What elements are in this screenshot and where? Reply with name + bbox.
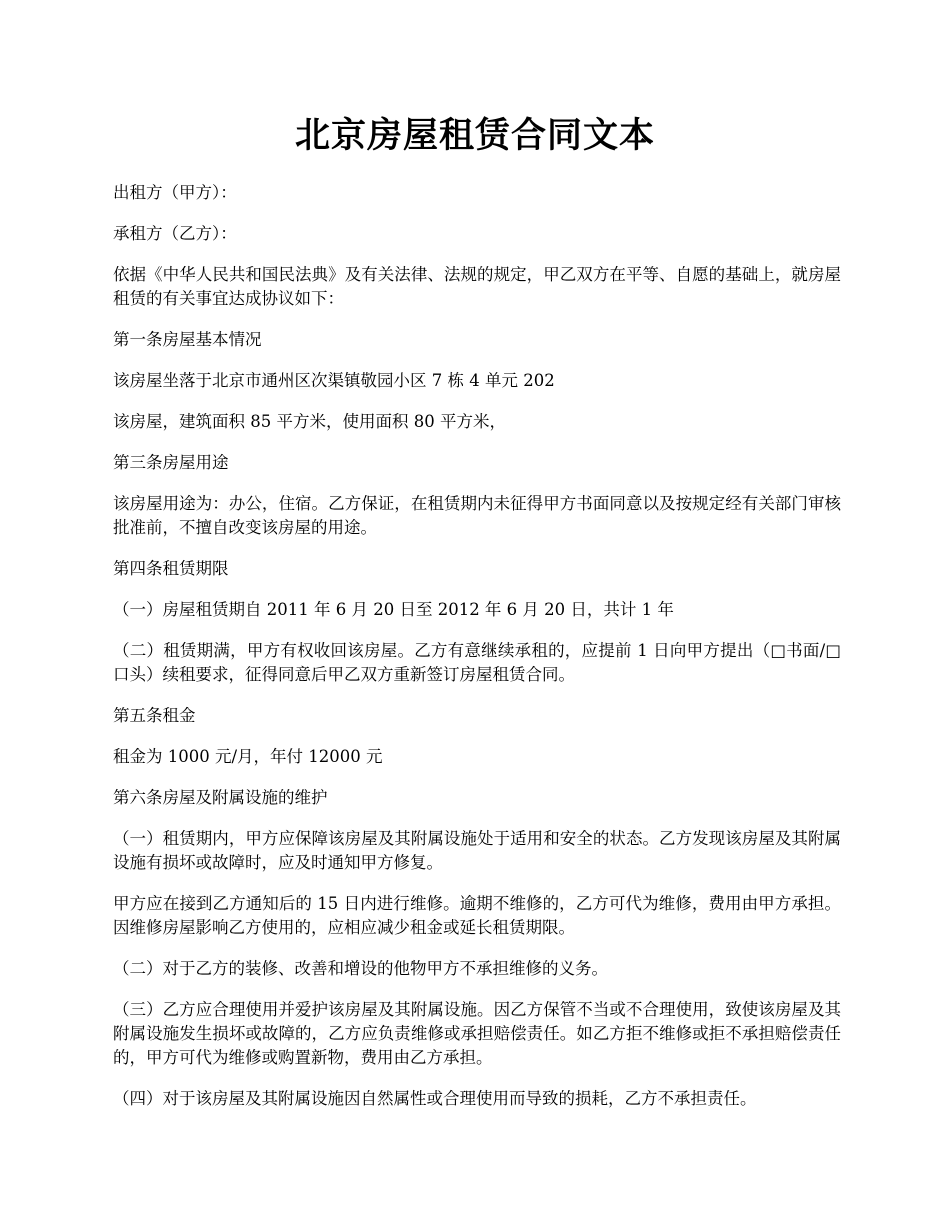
rent-paragraph: 租金为 1000 元/月，年付 12000 元 [113, 747, 383, 766]
article-4-heading: 第四条租赁期限 [113, 559, 229, 578]
article-3-heading: 第三条房屋用途 [113, 453, 229, 472]
document-title: 北京房屋租赁合同文本 [294, 115, 655, 156]
lease-term-clause-1: （一）房屋租赁期自 2011 年 6 月 20 日至 2012 年 6 月 20 日，共计 1 年 [113, 600, 674, 619]
lessor-line: 出租方（甲方）： [113, 183, 237, 202]
article-5-heading: 第五条租金 [113, 706, 196, 725]
maintenance-clause-2: （二）对于乙方的装修、改善和增设的他物甲方不承担维修的义务。 [113, 959, 608, 978]
maintenance-clause-1: （一）租赁期内，甲方应保障该房屋及其附属设施处于适用和安全的状态。乙方发现该房屋及其附属设施有损坏或故障时，应及时通知甲方修复。 [113, 829, 841, 872]
lease-term-clause-2: （二）租赁期满，甲方有权收回该房屋。乙方有意继续承租的，应提前 1 日向甲方提出（□书面/□口头）续租要求，征得同意后甲乙双方重新签订房屋租赁合同。 [113, 641, 841, 684]
article-1-heading: 第一条房屋基本情况 [113, 330, 262, 349]
maintenance-clause-3: （三）乙方应合理使用并爱护该房屋及其附属设施。因乙方保管不当或不合理使用，致使该房屋及其附属设施发生损坏或故障的，乙方应负责维修或承担赔偿责任。如乙方拒不维修或拒不承担赔偿责任的，甲方可代为维修或购置新物，费用由乙方承担。 [113, 1000, 841, 1067]
property-use-paragraph: 该房屋用途为：办公，住宿。乙方保证，在租赁期内未征得甲方书面同意以及按规定经有关部门审核批准前，不擅自改变该房屋的用途。 [113, 494, 841, 537]
article-6-heading: 第六条房屋及附属设施的维护 [113, 788, 328, 807]
preamble-paragraph: 依据《中华人民共和国民法典》及有关法律、法规的规定，甲乙双方在平等、自愿的基础上，就房屋租赁的有关事宜达成协议如下： [113, 265, 841, 308]
maintenance-clause-1-continued: 甲方应在接到乙方通知后的 15 日内进行维修。逾期不维修的，乙方可代为维修，费用由甲方承担。因维修房屋影响乙方使用的，应相应减少租金或延长租赁期限。 [113, 894, 841, 937]
lessee-line: 承租方（乙方）： [113, 224, 237, 243]
document-body [113, 181, 841, 1128]
maintenance-clause-4: （四）对于该房屋及其附属设施因自然属性或合理使用而导致的损耗，乙方不承担责任。 [113, 1089, 757, 1108]
property-location-paragraph: 该房屋坐落于北京市通州区次渠镇敬园小区 7 栋 4 单元 202 [113, 371, 555, 390]
property-area-paragraph: 该房屋，建筑面积 85 平方米，使用面积 80 平方米， [113, 412, 506, 431]
